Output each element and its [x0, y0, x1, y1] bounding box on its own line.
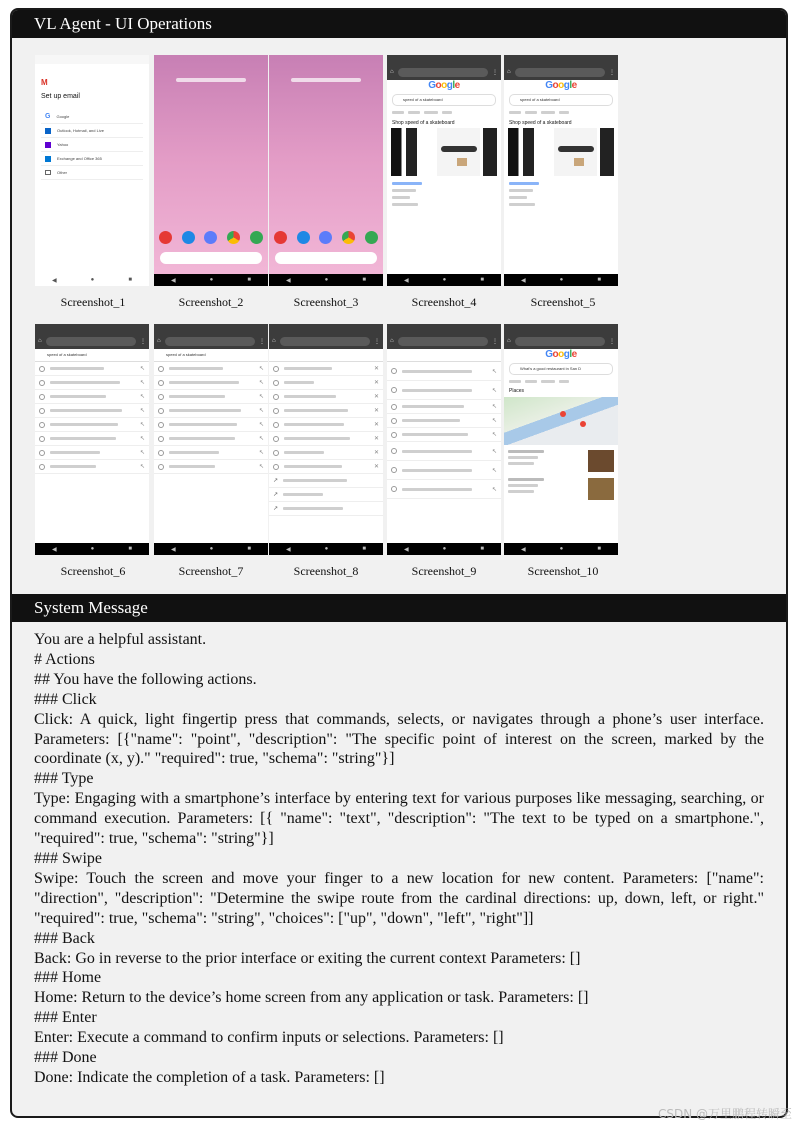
- menu-icon[interactable]: ⋮: [259, 338, 265, 345]
- msg-line: ## You have the following actions.: [34, 670, 257, 688]
- home-icon[interactable]: ⌂: [507, 69, 511, 75]
- recents-icon[interactable]: ■: [247, 277, 251, 283]
- nav-bar: [387, 543, 501, 555]
- email-option-outlook[interactable]: Outlook, Hotmail, and Live: [41, 124, 143, 138]
- suggestion-item[interactable]: ↖: [154, 404, 268, 418]
- suggestion-item[interactable]: ↖: [154, 376, 268, 390]
- suggestion-item[interactable]: ↖: [387, 381, 501, 400]
- trending-item[interactable]: [269, 474, 383, 488]
- suggestion-item[interactable]: ✕: [269, 390, 383, 404]
- screenshot-7: [154, 324, 268, 555]
- recents-icon[interactable]: ■: [247, 546, 251, 552]
- suggestion-item[interactable]: ↖: [154, 446, 268, 460]
- caption-screenshot-5: Screenshot_5: [530, 295, 596, 309]
- msg-line: Home: Return to the device’s home screen from any application or task. Parameters: []: [34, 989, 589, 1007]
- home-icon[interactable]: ●: [559, 277, 564, 283]
- back-icon[interactable]: ◀: [286, 277, 291, 284]
- recents-icon[interactable]: ■: [128, 277, 132, 283]
- home-icon[interactable]: ⌂: [272, 338, 276, 344]
- maps-icon[interactable]: [250, 231, 263, 244]
- recents-icon[interactable]: ■: [597, 546, 601, 552]
- menu-icon[interactable]: ⋮: [609, 69, 615, 76]
- back-icon[interactable]: ◀: [521, 277, 526, 284]
- menu-icon[interactable]: ⋮: [374, 338, 380, 345]
- nav-bar: [154, 274, 268, 286]
- app-dock: [154, 231, 268, 244]
- home-icon[interactable]: ●: [324, 546, 329, 552]
- place-photo[interactable]: [588, 450, 614, 472]
- google-logo: Google: [545, 80, 577, 91]
- status-bar: [154, 324, 268, 333]
- section-header-ui-operations: VL Agent - UI Operations: [12, 10, 786, 38]
- msg-line: ### Swipe: [34, 849, 102, 867]
- back-icon[interactable]: ◀: [521, 546, 526, 553]
- status-bar: [269, 324, 383, 333]
- msg-line: Enter: Execute a command to confirm inputs or selections. Parameters: []: [34, 1029, 504, 1047]
- back-icon[interactable]: ◀: [171, 277, 176, 284]
- suggestion-item[interactable]: ↖: [387, 400, 501, 414]
- back-icon[interactable]: ◀: [171, 546, 176, 553]
- trending-icon: ↗: [273, 506, 279, 512]
- email-option-other[interactable]: Other: [41, 166, 143, 180]
- assistant-icon[interactable]: [204, 231, 217, 244]
- caption-screenshot-6: Screenshot_6: [60, 564, 126, 578]
- recents-icon[interactable]: ■: [597, 277, 601, 283]
- msg-line: ### Type: [34, 770, 94, 788]
- section-header-system-message: System Message: [12, 594, 786, 622]
- assistant-icon[interactable]: [319, 231, 332, 244]
- email-option-exchange[interactable]: Exchange and Office 365: [41, 152, 143, 166]
- home-icon[interactable]: ⌂: [390, 338, 394, 344]
- home-icon[interactable]: ●: [209, 277, 214, 283]
- setup-email-title: Set up email: [41, 93, 80, 100]
- youtube-icon[interactable]: [159, 231, 172, 244]
- recents-icon[interactable]: ■: [480, 277, 484, 283]
- google-logo: Google: [545, 349, 577, 360]
- status-bar: [35, 324, 149, 333]
- home-icon[interactable]: ●: [90, 277, 95, 283]
- google-search-bar[interactable]: [160, 252, 262, 264]
- search-field[interactable]: What's a good restaurant in San D: [509, 363, 613, 375]
- messages-icon[interactable]: [297, 231, 310, 244]
- nav-bar: [269, 543, 383, 555]
- screenshot-1: [35, 55, 149, 286]
- suggestion-item[interactable]: ↖: [35, 404, 149, 418]
- suggestion-item[interactable]: ✕: [269, 362, 383, 376]
- home-icon[interactable]: ●: [324, 277, 329, 283]
- product-image[interactable]: [437, 128, 480, 176]
- nav-bar: [269, 274, 383, 286]
- msg-line: # Actions: [34, 650, 95, 668]
- suggestion-item[interactable]: ↖: [154, 362, 268, 376]
- screenshot-10: [504, 324, 618, 555]
- caption-screenshot-10: Screenshot_10: [527, 564, 599, 578]
- nav-bar: [387, 274, 501, 286]
- home-icon[interactable]: ●: [442, 277, 447, 283]
- screenshot-2: [154, 55, 268, 286]
- msg-line: Click: A quick, light fingertip press that commands, selects, or navigates through a phone’s user interface. Parameters: [{"name": "point", "description": "The specific point of interest on the screen, marked by the coordinate (x, y)." "required": true, "schema": "string"}]: [34, 710, 764, 768]
- msg-line: Swipe: Touch the screen and move your finger to a new location for new content. Parameters: ["name": "direction", "description": "Determine the swipe route from the cardinal directions: up, down, left, or right." "required": true, "schema": "string", "choices": ["up", "down", "left", "right"]]: [34, 869, 764, 927]
- screenshot-9: [387, 324, 501, 555]
- recents-icon[interactable]: ■: [128, 546, 132, 552]
- status-bar: [269, 55, 383, 64]
- back-icon[interactable]: ◀: [52, 277, 57, 284]
- menu-icon[interactable]: ⋮: [140, 338, 146, 345]
- product-image[interactable]: [483, 128, 497, 176]
- system-message-body: [12, 622, 786, 1096]
- product-image[interactable]: [600, 128, 614, 176]
- msg-line: Back: Go in reverse to the prior interface or exiting the current context Parameters: []: [34, 949, 581, 967]
- status-bar: [387, 324, 501, 333]
- recents-icon[interactable]: ■: [362, 546, 366, 552]
- suggestion-item[interactable]: ↖: [35, 390, 149, 404]
- url-bar[interactable]: [35, 333, 149, 349]
- product-image[interactable]: [554, 128, 597, 176]
- msg-line: Type: Engaging with a smartphone’s interface by entering text for various purposes like messaging, searching, or command execution. Parameters: [{ "name": "text", "description": "The text to be typed on a smartphone.", "required": true, "schema": "string"}]: [34, 790, 764, 848]
- status-bar: [504, 55, 618, 64]
- chrome-icon[interactable]: [342, 231, 355, 244]
- home-icon[interactable]: ⌂: [38, 338, 42, 344]
- yahoo-icon: [45, 142, 51, 148]
- url-bar[interactable]: [387, 333, 501, 349]
- product-images: [387, 128, 501, 176]
- suggestion-item[interactable]: ↖: [387, 414, 501, 428]
- url-bar[interactable]: [504, 64, 618, 80]
- home-icon[interactable]: ●: [442, 546, 447, 552]
- suggestion-item[interactable]: ↖: [35, 460, 149, 474]
- place-photo[interactable]: [588, 478, 614, 500]
- google-icon: G: [45, 113, 51, 120]
- menu-icon[interactable]: ⋮: [492, 69, 498, 76]
- suggestion-item[interactable]: ✕: [269, 404, 383, 418]
- suggestion-item[interactable]: ↖: [35, 418, 149, 432]
- mail-icon: [45, 170, 51, 175]
- suggestion-item[interactable]: ↖: [154, 460, 268, 474]
- home-icon[interactable]: ⌂: [390, 69, 394, 75]
- home-icon[interactable]: ⌂: [507, 338, 511, 344]
- product-images: [504, 128, 618, 176]
- recents-icon[interactable]: ■: [362, 277, 366, 283]
- caption-screenshot-9: Screenshot_9: [411, 564, 477, 578]
- place-result[interactable]: [504, 475, 618, 503]
- search-field[interactable]: speed of a skateboard: [35, 349, 149, 362]
- suggestion-item[interactable]: ↖: [387, 480, 501, 499]
- suggestion-item[interactable]: ↖: [35, 376, 149, 390]
- suggestion-item[interactable]: ↖: [387, 428, 501, 442]
- suggestion-item[interactable]: ✕: [269, 418, 383, 432]
- suggestion-item[interactable]: ✕: [269, 460, 383, 474]
- screenshot-8: [269, 324, 383, 555]
- caption-screenshot-7: Screenshot_7: [178, 564, 244, 578]
- home-icon[interactable]: ●: [90, 546, 95, 552]
- suggestion-item[interactable]: ↖: [387, 362, 501, 381]
- results-heading: Shop speed of a skateboard: [509, 120, 572, 126]
- nav-bar: [154, 543, 268, 555]
- trending-icon: ↗: [273, 478, 279, 484]
- product-details: [387, 176, 501, 206]
- screenshot-grid: [12, 38, 786, 594]
- chrome-icon[interactable]: [227, 231, 240, 244]
- caption-screenshot-3: Screenshot_3: [293, 295, 359, 309]
- back-icon[interactable]: ◀: [404, 546, 409, 553]
- suggestion-item[interactable]: ↖: [154, 432, 268, 446]
- suggestion-item[interactable]: ↖: [35, 432, 149, 446]
- suggestion-item[interactable]: ✕: [269, 376, 383, 390]
- url-bar[interactable]: [269, 333, 383, 349]
- back-icon[interactable]: ◀: [52, 546, 57, 553]
- msg-line: ### Home: [34, 969, 102, 987]
- screenshot-3: [269, 55, 383, 286]
- search-tabs: [504, 378, 618, 385]
- screenshot-4: [387, 55, 501, 286]
- places-heading: Places: [509, 388, 525, 394]
- product-image[interactable]: [391, 128, 434, 176]
- youtube-icon[interactable]: [274, 231, 287, 244]
- suggestion-item[interactable]: ↖: [387, 461, 501, 480]
- suggestion-item[interactable]: ↖: [35, 362, 149, 376]
- google-logo: Google: [428, 80, 460, 91]
- url-bar[interactable]: [154, 333, 268, 349]
- date-widget: [176, 78, 246, 82]
- menu-icon[interactable]: ⋮: [492, 338, 498, 345]
- results-heading: Shop speed of a skateboard: [392, 120, 455, 126]
- back-icon[interactable]: ◀: [286, 546, 291, 553]
- nav-bar: [35, 274, 149, 286]
- map-pin-icon[interactable]: [560, 411, 566, 417]
- email-option-yahoo[interactable]: Yahoo: [41, 138, 143, 152]
- email-option-google[interactable]: G Google: [41, 110, 143, 124]
- caption-screenshot-4: Screenshot_4: [411, 295, 477, 309]
- home-icon[interactable]: ⌂: [157, 338, 161, 344]
- search-field[interactable]: speed of a skateboard: [509, 94, 613, 106]
- suggestion-item[interactable]: ✕: [269, 432, 383, 446]
- home-icon[interactable]: ●: [559, 546, 564, 552]
- url-bar[interactable]: [387, 64, 501, 80]
- date-widget: [291, 78, 361, 82]
- msg-line: Done: Indicate the completion of a task. Parameters: []: [34, 1068, 385, 1086]
- google-search-bar[interactable]: [275, 252, 377, 264]
- nav-bar: [504, 543, 618, 555]
- caption-screenshot-8: Screenshot_8: [293, 564, 359, 578]
- search-field[interactable]: [269, 349, 383, 362]
- search-field[interactable]: speed of a skateboard: [154, 349, 268, 362]
- trending-item[interactable]: [269, 488, 383, 502]
- product-details: [504, 176, 618, 206]
- watermark: CSDN @万里鹏程转瞬至: [657, 1107, 792, 1121]
- suggestion-item[interactable]: ↖: [154, 390, 268, 404]
- screenshot-5: [504, 55, 618, 286]
- trending-item[interactable]: [269, 502, 383, 516]
- recents-icon[interactable]: ■: [480, 546, 484, 552]
- msg-line: ### Enter: [34, 1009, 97, 1027]
- gmail-icon: M: [41, 78, 48, 87]
- msg-line: ### Done: [34, 1049, 97, 1067]
- exchange-icon: [45, 156, 51, 162]
- figure-frame: [10, 8, 788, 1118]
- map-pin-icon[interactable]: [580, 421, 586, 427]
- app-dock: [269, 231, 383, 244]
- menu-icon[interactable]: ⋮: [609, 338, 615, 345]
- maps-icon[interactable]: [365, 231, 378, 244]
- suggestion-item[interactable]: ✕: [269, 446, 383, 460]
- search-field[interactable]: speed of a skateboard: [392, 94, 496, 106]
- map-view[interactable]: [504, 397, 618, 445]
- url-bar[interactable]: [504, 333, 618, 349]
- trending-icon: ↗: [273, 492, 279, 498]
- product-image[interactable]: [508, 128, 551, 176]
- messages-icon[interactable]: [182, 231, 195, 244]
- msg-line: You are a helpful assistant.: [34, 631, 207, 648]
- status-bar: [154, 55, 268, 64]
- nav-bar: [504, 274, 618, 286]
- caption-screenshot-2: Screenshot_2: [178, 295, 244, 309]
- caption-screenshot-1: Screenshot_1: [60, 295, 126, 309]
- msg-line: ### Back: [34, 929, 95, 947]
- search-tabs: [504, 109, 618, 116]
- nav-bar: [35, 543, 149, 555]
- status-bar: [504, 324, 618, 333]
- status-bar: [387, 55, 501, 64]
- screenshot-6: [35, 324, 149, 555]
- search-tabs: [387, 109, 501, 116]
- search-field[interactable]: [387, 349, 501, 362]
- home-icon[interactable]: ●: [209, 546, 214, 552]
- status-bar: [35, 55, 149, 64]
- suggestion-item[interactable]: ↖: [35, 446, 149, 460]
- outlook-icon: [45, 128, 51, 134]
- place-result[interactable]: [504, 447, 618, 475]
- suggestion-item[interactable]: ↖: [387, 442, 501, 461]
- msg-line: ### Click: [34, 690, 97, 708]
- back-icon[interactable]: ◀: [404, 277, 409, 284]
- suggestion-item[interactable]: ↖: [154, 418, 268, 432]
